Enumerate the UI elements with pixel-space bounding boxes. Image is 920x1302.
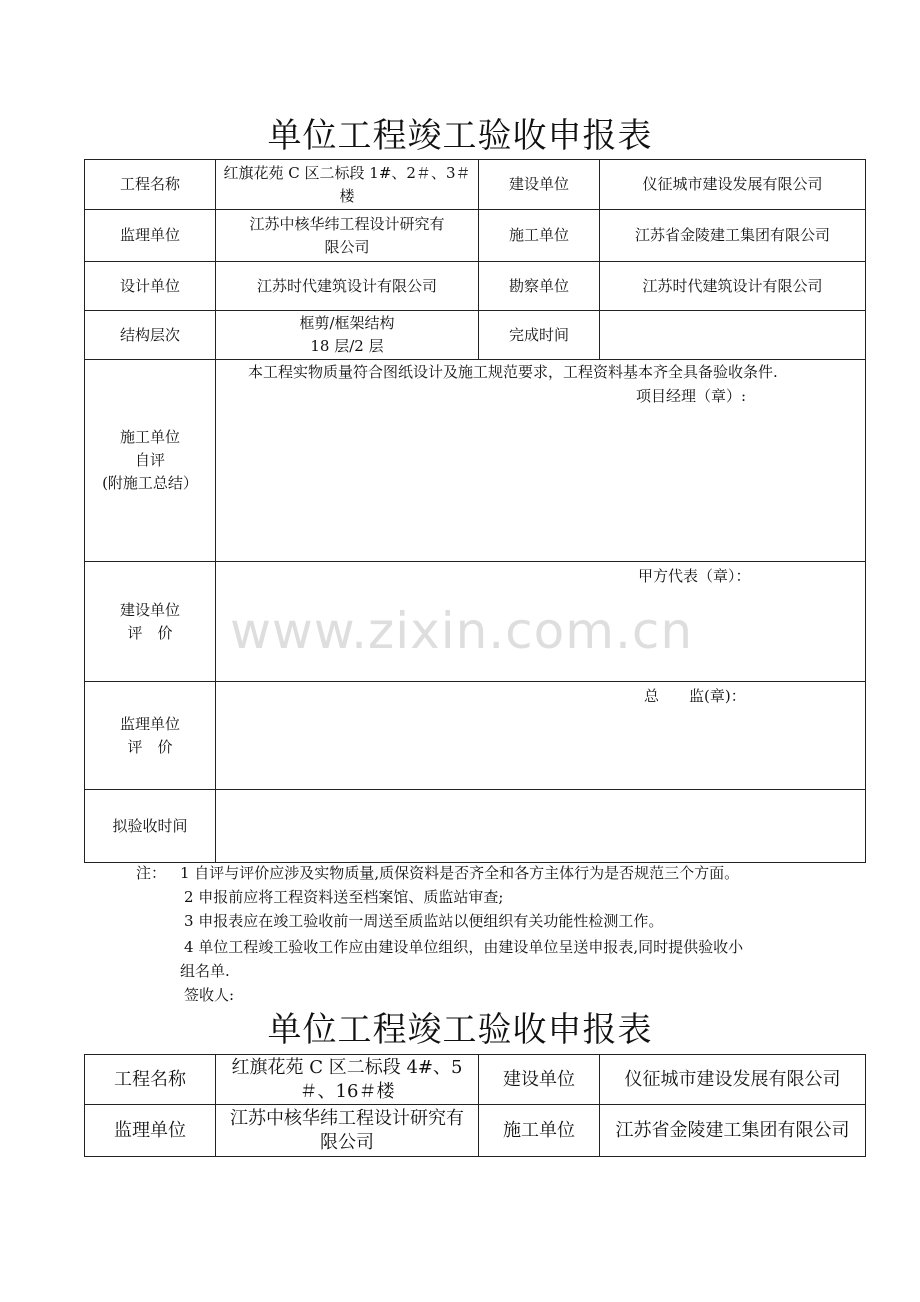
supervisor-label: 监理单位 <box>85 210 216 262</box>
watermark: www.zixin.com.cn <box>230 602 694 660</box>
note-2: 2 申报前应将工程资料送至档案馆、质监站审查; <box>184 888 504 906</box>
form1-table <box>84 159 866 863</box>
self-eval-label <box>85 360 216 562</box>
structure-line1: 框剪/框架结构 <box>299 314 395 332</box>
note-1: 1 自评与评价应涉及实物质量,质保资料是否齐全和各方主体行为是否规范三个方面。 <box>180 864 740 882</box>
planned-time-value <box>216 790 866 863</box>
supervisor-value: 江苏中核华纬工程设计研究有限公司 <box>216 210 479 262</box>
note-3: 3 申报表应在竣工验收前一周送至质监站以便组织有关功能性检测工作。 <box>184 912 664 930</box>
self-eval-label-line1: 施工单位 <box>119 428 180 446</box>
form2-table <box>84 1054 866 1157</box>
note-4b: 组名单. <box>180 962 230 980</box>
self-eval-text: 本工程实物质量符合图纸设计及施工规范要求，工程资料基本齐全具备验收条件. <box>248 363 778 381</box>
project-manager-signature: 项目经理（章）: <box>636 387 747 405</box>
form2-owner-label: 建设单位 <box>479 1055 600 1105</box>
owner-eval-cell <box>216 562 866 682</box>
owner-eval-label-line2: 评 价 <box>127 623 173 642</box>
designer-value: 江苏时代建筑设计有限公司 <box>216 262 479 311</box>
completion-label: 完成时间 <box>479 311 600 360</box>
form2-title: 单位工程竣工验收申报表 <box>267 1010 653 1050</box>
self-eval-cell <box>216 360 866 562</box>
note-4a: 4 单位工程竣工验收工作应由建设单位组织，由建设单位呈送申报表,同时提供验收小 <box>184 938 744 956</box>
form2-contractor-value: 江苏省金陵建工集团有限公司 <box>600 1105 866 1157</box>
form2-owner-value: 仪征城市建设发展有限公司 <box>600 1055 866 1105</box>
chief-supervisor-signature: 总 监(章)： <box>644 687 746 705</box>
project-name-value: 红旗花苑 C 区二标段 1#、2＃、3＃楼 <box>216 160 479 210</box>
surveyor-label: 勘察单位 <box>479 262 600 311</box>
owner-label: 建设单位 <box>479 160 600 210</box>
structure-value <box>216 311 479 360</box>
self-eval-label-line3: (附施工总结） <box>102 474 198 492</box>
planned-time-label: 拟验收时间 <box>85 790 216 863</box>
form2-project-name-value: 红旗花苑 C 区二标段 4#、5＃、16＃楼 <box>216 1055 479 1105</box>
owner-rep-signature: 甲方代表（章）： <box>638 567 751 585</box>
form2-supervisor-value: 江苏中核华纬工程设计研究有限公司 <box>216 1105 479 1157</box>
owner-value: 仪征城市建设发展有限公司 <box>600 160 866 210</box>
contractor-value: 江苏省金陵建工集团有限公司 <box>600 210 866 262</box>
form2-supervisor-label: 监理单位 <box>85 1105 216 1157</box>
self-eval-label-line2: 自评 <box>134 451 165 469</box>
supervisor-eval-cell <box>216 682 866 790</box>
form2-contractor-label: 施工单位 <box>479 1105 600 1157</box>
designer-label: 设计单位 <box>85 262 216 311</box>
contractor-label: 施工单位 <box>479 210 600 262</box>
owner-eval-label-line1: 建设单位 <box>119 600 180 619</box>
structure-label: 结构层次 <box>85 311 216 360</box>
supervisor-eval-label-line2: 评 价 <box>127 737 173 756</box>
structure-line2: 18 层/2 层 <box>310 337 384 355</box>
form2-project-name-label: 工程名称 <box>85 1055 216 1105</box>
form1-title: 单位工程竣工验收申报表 <box>267 116 653 156</box>
supervisor-eval-label <box>85 682 216 790</box>
owner-eval-label <box>85 562 216 682</box>
project-name-label: 工程名称 <box>85 160 216 210</box>
completion-value <box>600 311 866 360</box>
surveyor-value: 江苏时代建筑设计有限公司 <box>600 262 866 311</box>
receiver-label: 签收人: <box>184 986 235 1004</box>
notes-prefix: 注： <box>136 864 167 882</box>
supervisor-eval-label-line1: 监理单位 <box>119 714 180 733</box>
